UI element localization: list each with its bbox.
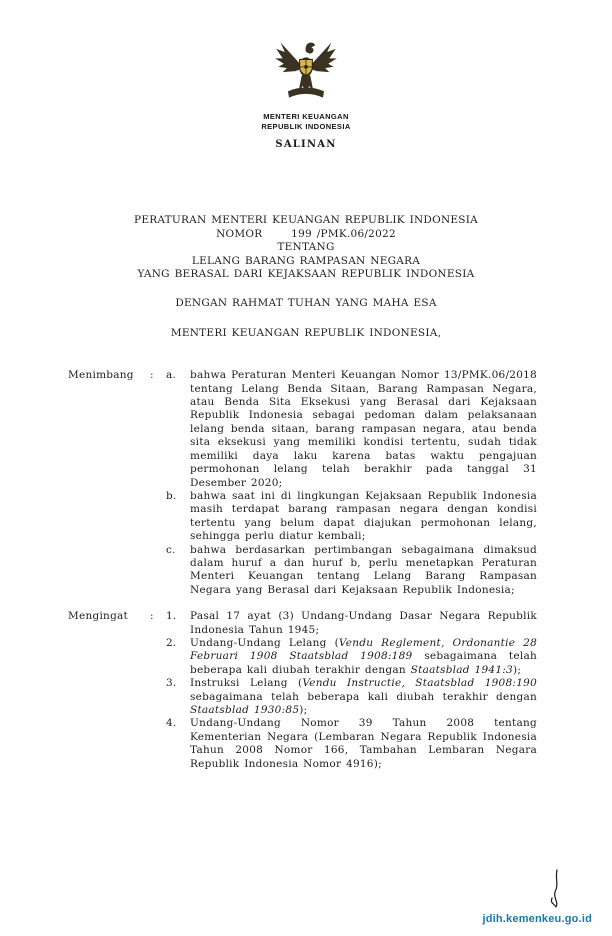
mengingat-items — [166, 610, 537, 771]
mengingat-clause — [68, 610, 537, 771]
list-item — [166, 677, 537, 717]
jdih-watermark: jdih.kemenkeu.go.id — [482, 912, 592, 925]
list-item-text: bahwa saat ini di lingkungan Kejaksaan Republik Indonesia masih terdapat barang rampasan negara dengan kondisi tertentu yang belum dapat diajukan permohonan lelang, sehingga perlu diatur kembali; — [190, 489, 537, 543]
list-item — [166, 544, 537, 598]
signature-paraf-mark — [546, 868, 564, 910]
list-item-marker: b. — [166, 489, 177, 502]
preamble-clauses — [68, 369, 537, 771]
list-item-text: Undang-Undang Nomor 39 Tahun 2008 tentang Kementerian Negara (Lembaran Negara Republik Indonesia Tahun 2008 Nomor 166, Tambahan Lembaran Negara Republik Indonesia Nomor 4916); — [190, 717, 537, 770]
title-block — [0, 214, 612, 281]
list-item — [166, 717, 537, 771]
menimbang-colon: : — [150, 369, 154, 382]
menimbang-clause — [68, 369, 537, 597]
regulation-number: NOMOR 199 /PMK.06/2022 — [216, 227, 396, 240]
list-item — [166, 637, 537, 677]
emblem-wrap — [0, 34, 612, 104]
authority-line: MENTERI KEUANGAN REPUBLIK INDONESIA, — [170, 326, 442, 339]
letterhead — [0, 34, 612, 151]
list-item — [166, 490, 537, 544]
ministry-line-2: REPUBLIK INDONESIA — [261, 121, 351, 131]
list-item-marker: 4. — [166, 717, 177, 730]
menimbang-items — [166, 369, 537, 597]
list-item-text: Pasal 17 ayat (3) Undang-Undang Dasar Negara Republik Indonesia Tahun 1945; — [190, 610, 537, 636]
regulation-title: PERATURAN MENTERI KEUANGAN REPUBLIK INDONESIA — [134, 214, 478, 227]
list-item-text: Instruksi Lelang (Vendu Instructie, Staatsblad 1908:190 sebagaimana telah beberapa kali diubah terakhir dengan Staatsblad 1930:85); — [190, 677, 537, 716]
copy-label: SALINAN — [275, 139, 337, 150]
list-item-marker: c. — [166, 543, 176, 556]
list-item-text: bahwa berdasarkan pertimbangan sebagaimana dimaksud dalam huruf a dan huruf b, perlu menetapkan Peraturan Menteri Keuangan tentang Lelang Barang Rampasan Negara yang Berasal dari Kejaksaan Republik Indonesia; — [190, 543, 537, 596]
grace-line: DENGAN RAHMAT TUHAN YANG MAHA ESA — [175, 297, 437, 310]
list-item-marker: 1. — [166, 610, 177, 623]
list-item-text: Undang-Undang Lelang (Vendu Reglement, Ordonantie 28 Februari 1908 Staatsblad 1908:189 sebagaimana telah beberapa kali diubah terakhir dengan Staatsblad 1941:3); — [190, 636, 537, 676]
subject-line-2: YANG BERASAL DARI KEJAKSAAN REPUBLIK INDONESIA — [137, 268, 475, 281]
mengingat-colon: : — [150, 610, 154, 623]
list-item — [166, 369, 537, 490]
list-item-text: bahwa Peraturan Menteri Keuangan Nomor 13/PMK.06/2018 tentang Lelang Benda Sitaan, Barang Rampasan Negara, atau Benda Sita Eksekusi yang Berasal dari Kejaksaan Republik Indonesia sebagai pedoman dalam pelaksanaan lelang benda sitaan, barang rampasan negara, atau benda sita eksekusi yang memiliki kondisi tertentu, sudah tidak memiliki daya laku karena batas waktu pengajuan permohonan lelang telah berakhir pada tanggal 31 Desember 2020; — [190, 369, 537, 489]
mengingat-label: Mengingat — [68, 610, 129, 623]
list-item-marker: a. — [166, 369, 177, 382]
menimbang-label: Menimbang — [68, 369, 134, 382]
ministry-name — [0, 112, 612, 131]
subject-line-1: LELANG BARANG RAMPASAN NEGARA — [191, 254, 421, 267]
list-item — [166, 610, 537, 637]
list-item-marker: 3. — [166, 677, 177, 690]
ministry-line-1: MENTERI KEUANGAN — [263, 112, 349, 121]
list-item-marker: 2. — [166, 636, 177, 649]
garuda-pancasila-emblem-icon — [274, 34, 338, 104]
tentang-label: TENTANG — [277, 241, 335, 254]
